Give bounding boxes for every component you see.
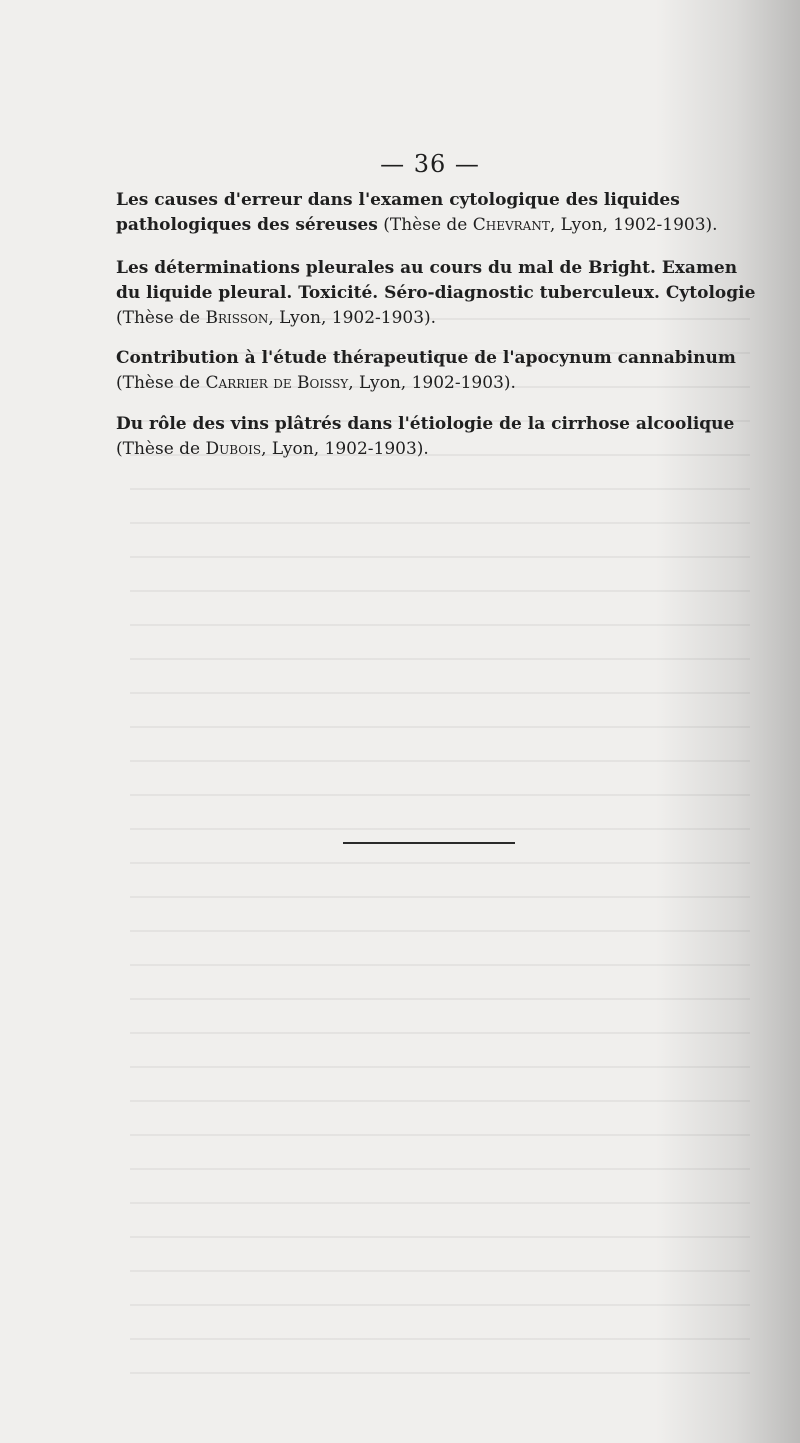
bibliography-entry xyxy=(116,346,756,396)
entry-ref-prefix: (Thèse de xyxy=(383,215,473,235)
page-number: — 36 — xyxy=(380,150,480,178)
entry-author: Brisson xyxy=(205,308,269,328)
entry-author: Chevrant xyxy=(472,215,550,235)
entry-author: Carrier de Boissy xyxy=(205,373,349,393)
entry-ref-prefix: (Thèse de xyxy=(116,308,206,328)
entry-author: Dubois xyxy=(205,439,262,459)
bibliography-entry xyxy=(116,412,756,462)
entry-ref-prefix: (Thèse de xyxy=(116,439,206,459)
entry-ref-suffix: , Lyon, 1902-1903). xyxy=(348,373,516,393)
bibliography-entry xyxy=(116,188,756,238)
entry-title: Contribution à l'étude thérapeutique de l'apocynum cannabinum xyxy=(116,348,736,368)
entry-ref-prefix: (Thèse de xyxy=(116,373,206,393)
bleed-through-texture xyxy=(130,300,750,1400)
section-divider xyxy=(343,842,515,844)
entry-title: Les causes d'erreur dans l'examen cytologique des liquides pathologiques des séreuses xyxy=(116,190,680,235)
entry-ref-suffix: , Lyon, 1902-1903). xyxy=(261,439,429,459)
entry-title: Du rôle des vins plâtrés dans l'étiologie de la cirrhose alcoolique xyxy=(116,414,735,434)
entry-ref-suffix: , Lyon, 1902-1903). xyxy=(549,215,718,235)
entry-title: Les déterminations pleurales au cours du mal de Bright. Examen du liquide pleural. Toxicité. Séro-diagnostic tuberculeux. Cytologie xyxy=(116,258,756,303)
entry-ref-suffix: , Lyon, 1902-1903). xyxy=(268,308,437,328)
bibliography-entry xyxy=(116,256,756,331)
